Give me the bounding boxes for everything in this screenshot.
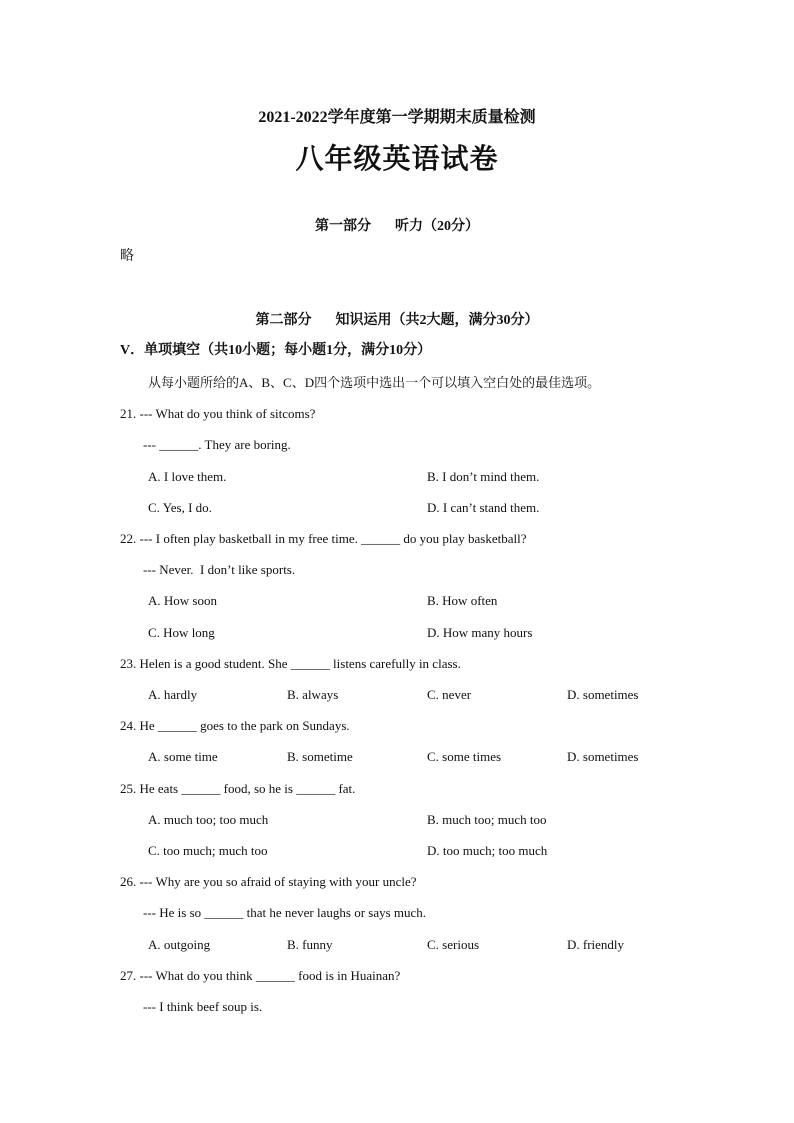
part1-note: 略	[120, 249, 134, 264]
q22-option-a: A. How soon	[148, 593, 217, 608]
q25-option-c: C. too much; much too	[148, 843, 268, 858]
q25-stem: 25. He eats ______ food, so he is ______ fat.	[120, 781, 356, 796]
q21-option-b: B. I don’t mind them.	[427, 469, 540, 484]
q25-option-a: A. much too; too much	[148, 812, 269, 827]
q22-line2: --- Never. I don’t like sports.	[143, 562, 296, 577]
q21-option-c: C. Yes, I do.	[148, 500, 212, 515]
part2-heading	[0, 312, 794, 330]
q21-line2: --- ______. They are boring.	[143, 437, 291, 452]
part1-heading-part: 第一部分	[315, 219, 371, 234]
exam-title-line1: 2021-2022学年度第一学期期末质量检测	[258, 109, 536, 126]
q26-option-d: D. friendly	[567, 937, 625, 952]
q27-stem: 27. --- What do you think ______ food is in Huainan?	[120, 968, 401, 983]
q22-option-c: C. How long	[148, 625, 215, 640]
q26-option-c: C. serious	[427, 937, 479, 952]
q24-option-c: C. some times	[427, 749, 502, 764]
q26-stem: 26. --- Why are you so afraid of staying with your uncle?	[120, 874, 417, 889]
q23-option-b: B. always	[287, 687, 339, 702]
q27-line2: --- I think beef soup is.	[143, 999, 263, 1014]
q21-stem: 21. --- What do you think of sitcoms?	[120, 406, 316, 421]
part1-heading	[0, 218, 794, 236]
q23-option-d: D. sometimes	[567, 687, 639, 702]
q24-option-b: B. sometime	[287, 749, 353, 764]
q21-option-d: D. I can’t stand them.	[427, 500, 540, 515]
exam-title-line2: 八年级英语试卷	[295, 144, 499, 175]
q21-option-a: A. I love them.	[148, 469, 227, 484]
part1-heading-name: 听力（20分）	[395, 219, 479, 234]
part2-heading-part: 第二部分	[255, 313, 312, 328]
part2-heading-name: 知识运用（共2大题，满分30分）	[335, 313, 539, 328]
q22-option-b: B. How often	[427, 593, 498, 608]
q26-option-a: A. outgoing	[148, 937, 211, 952]
q23-stem: 23. Helen is a good student. She ______ listens carefully in class.	[120, 656, 461, 671]
section-title: V．单项填空（共10小题；每小题1分，满分10分）	[120, 343, 432, 358]
q25-option-d: D. too much; too much	[427, 843, 548, 858]
section-instruction: 从每小题所给的A、B、C、D四个选项中选出一个可以填入空白处的最佳选项。	[148, 375, 601, 390]
q26-option-b: B. funny	[287, 937, 333, 952]
q26-line2: --- He is so ______ that he never laughs or says much.	[143, 905, 427, 920]
q25-option-b: B. much too; much too	[427, 812, 547, 827]
q24-stem: 24. He ______ goes to the park on Sundays.	[120, 718, 350, 733]
q24-option-d: D. sometimes	[567, 749, 639, 764]
q23-option-a: A. hardly	[148, 687, 198, 702]
q22-option-d: D. How many hours	[427, 625, 533, 640]
q22-stem: 22. --- I often play basketball in my free time. ______ do you play basketball?	[120, 531, 527, 546]
q23-option-c: C. never	[427, 687, 472, 702]
q24-option-a: A. some time	[148, 749, 218, 764]
